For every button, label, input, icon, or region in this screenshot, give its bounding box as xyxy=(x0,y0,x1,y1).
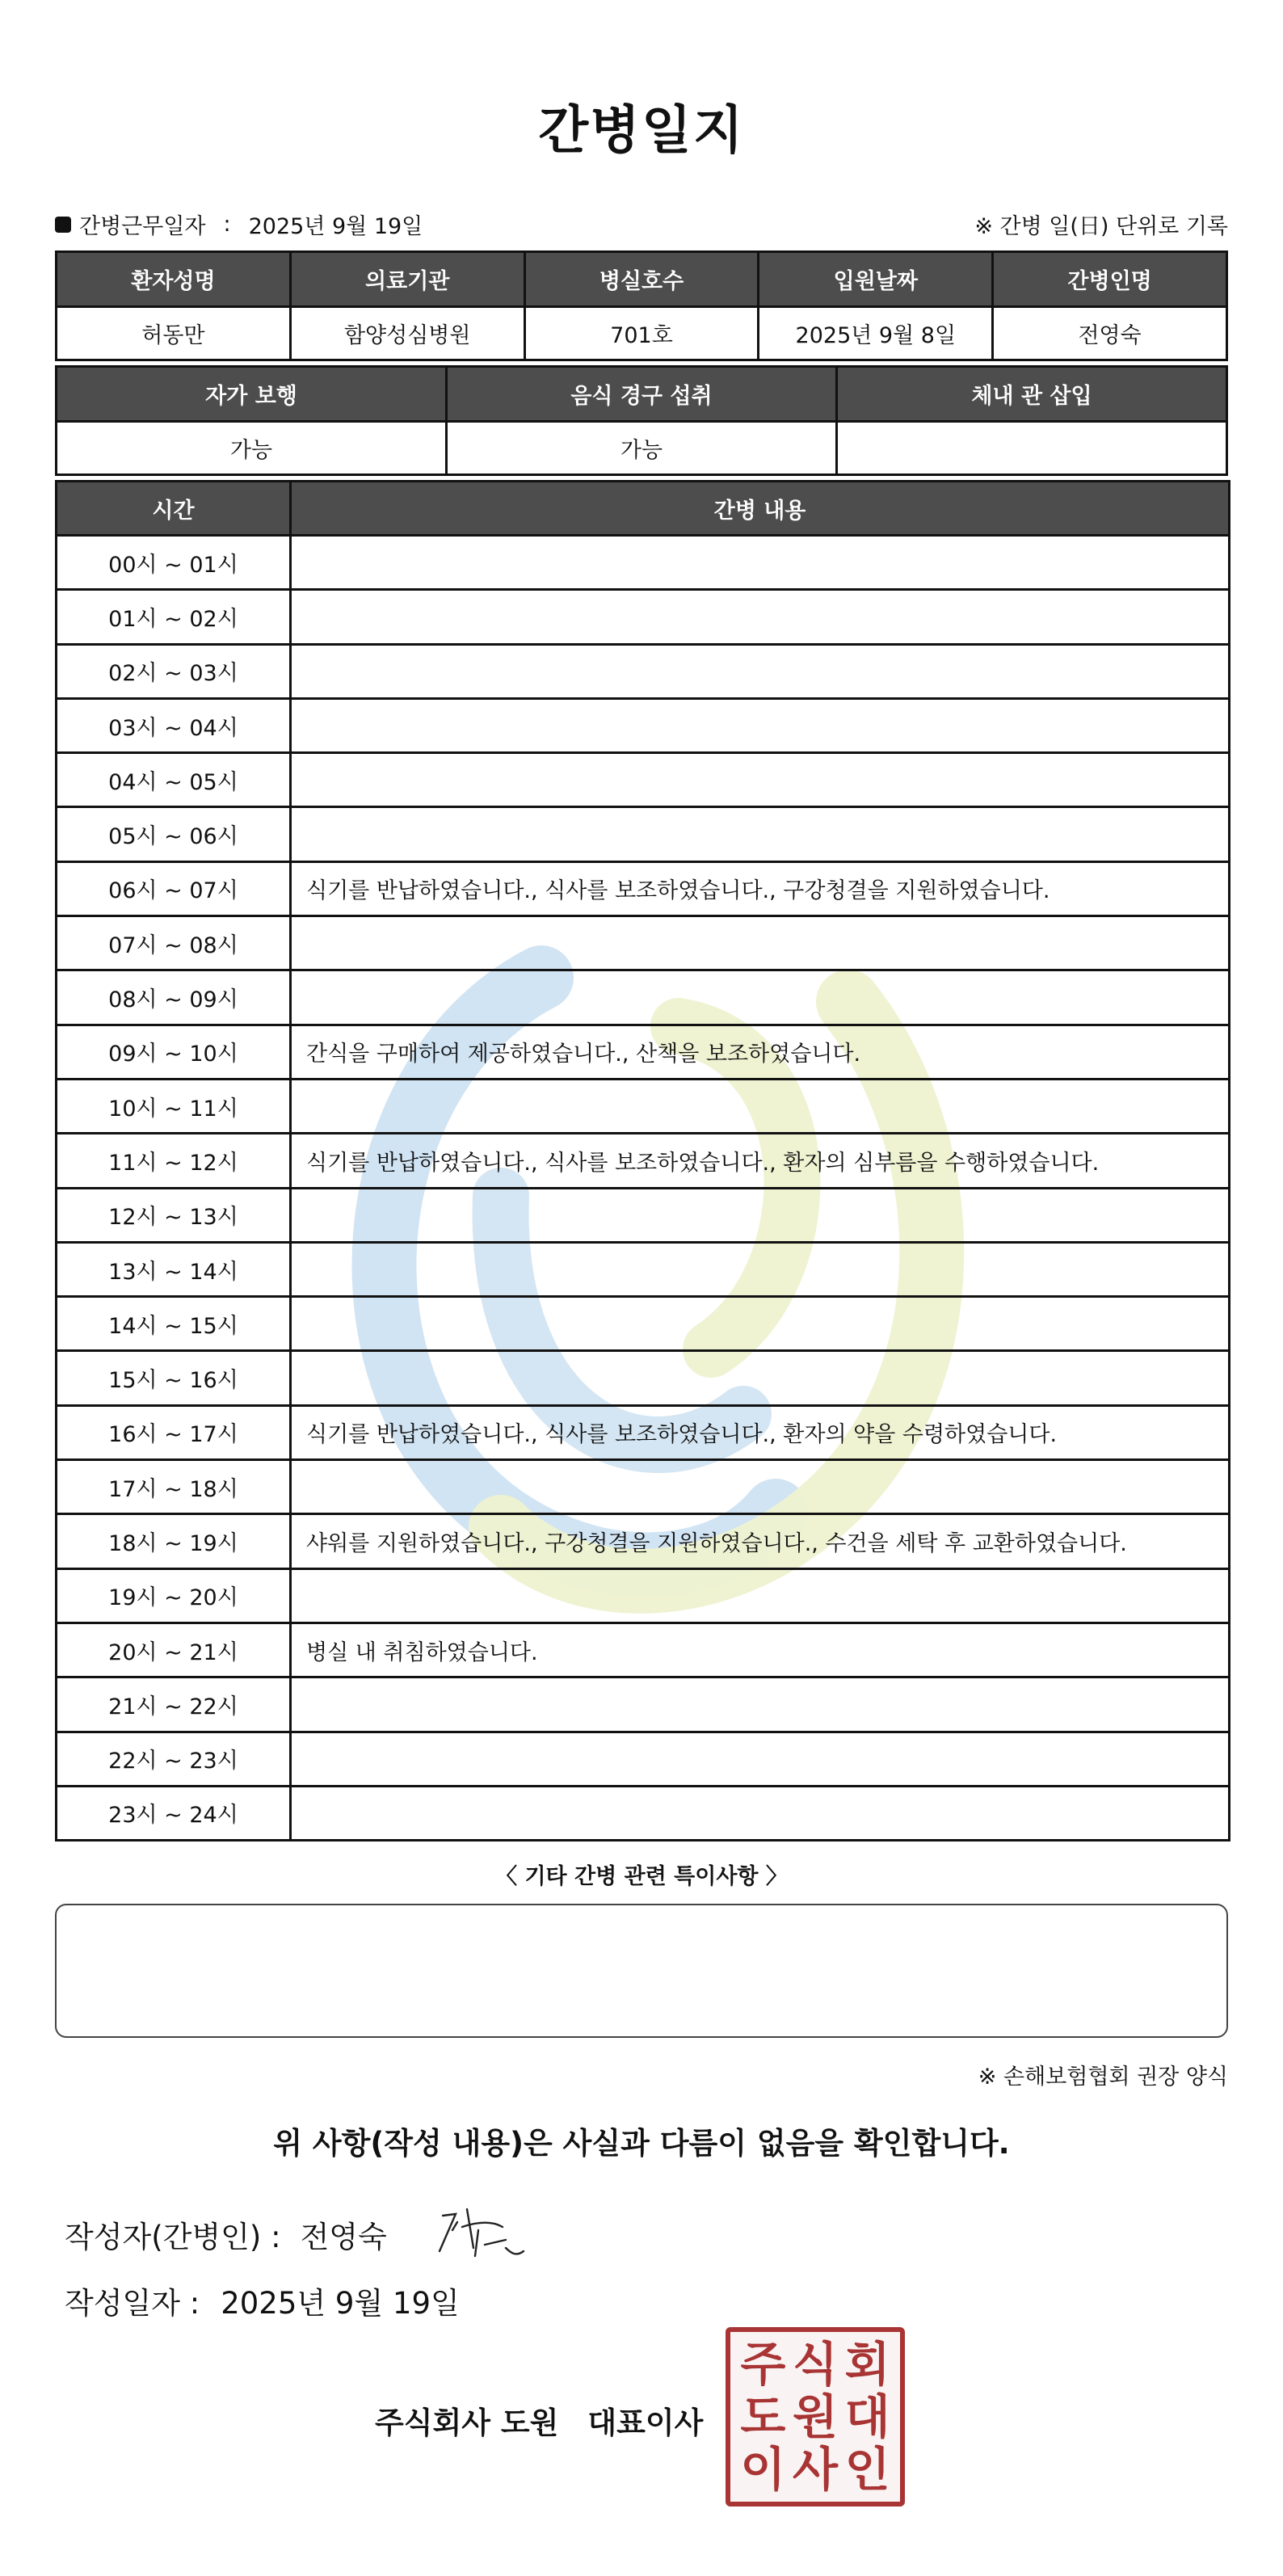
table-row xyxy=(57,1677,1230,1732)
work-date-label: 간병근무일자 xyxy=(79,214,206,239)
table-row xyxy=(57,807,1230,861)
table-row xyxy=(57,753,1230,807)
care-content xyxy=(291,1351,1230,1405)
time-slot: 13시 ~ 14시 xyxy=(57,1242,291,1296)
table-row xyxy=(57,861,1230,915)
page-title: 간병일지 xyxy=(538,101,745,161)
patient-name: 허동만 xyxy=(57,307,291,360)
notes-title: 〈 기타 간병 관련 특이사항 〉 xyxy=(495,1864,788,1889)
table-row xyxy=(57,1242,1230,1296)
header-admission-date: 입원날짜 xyxy=(759,252,993,307)
work-date xyxy=(55,208,423,240)
writer-label: 작성자(간병인) : xyxy=(65,2220,281,2254)
header-caregiver-name: 간병인명 xyxy=(993,252,1227,307)
admission-date: 2025년 9월 8일 xyxy=(759,307,993,360)
care-content xyxy=(291,916,1230,970)
table-row xyxy=(57,1786,1230,1840)
table-row xyxy=(57,1351,1230,1405)
care-content xyxy=(291,698,1230,752)
care-content xyxy=(291,970,1230,1025)
care-content xyxy=(291,1568,1230,1623)
time-slot: 18시 ~ 19시 xyxy=(57,1514,291,1568)
care-content: 병실 내 취침하였습니다. xyxy=(291,1623,1230,1677)
time-slot: 08시 ~ 09시 xyxy=(57,970,291,1025)
company-seal-stamp xyxy=(726,2327,905,2507)
time-slot: 14시 ~ 15시 xyxy=(57,1297,291,1351)
table-row xyxy=(57,1568,1230,1623)
seal-character: 주 xyxy=(740,2337,786,2393)
written-date-line xyxy=(65,2279,460,2322)
patient-info-table xyxy=(55,250,1228,361)
oral-intake-value: 가능 xyxy=(447,422,837,475)
care-content xyxy=(291,1297,1230,1351)
seal-character: 원 xyxy=(792,2389,838,2444)
care-content xyxy=(291,1677,1230,1732)
time-slot: 15시 ~ 16시 xyxy=(57,1351,291,1405)
header-tube-insertion: 체내 관 삽입 xyxy=(837,367,1227,422)
table-row xyxy=(57,1188,1230,1242)
time-slot: 21시 ~ 22시 xyxy=(57,1677,291,1732)
unit-note: ※ 간병 일(日) 단위로 기록 xyxy=(974,214,1228,239)
care-content: 식기를 반납하였습니다., 식사를 보조하였습니다., 환자의 약을 수령하였습니다. xyxy=(291,1405,1230,1459)
signature xyxy=(428,2198,533,2262)
care-log-table xyxy=(55,480,1230,1842)
time-slot: 07시 ~ 08시 xyxy=(57,916,291,970)
work-date-value: 2025년 9월 19일 xyxy=(248,214,423,239)
header-room-number: 병실호수 xyxy=(524,252,759,307)
care-content xyxy=(291,1732,1230,1786)
header-oral-intake: 음식 경구 섭취 xyxy=(447,367,837,422)
tube-insertion-value xyxy=(837,422,1227,475)
care-content xyxy=(291,1242,1230,1296)
time-slot: 09시 ~ 10시 xyxy=(57,1025,291,1079)
caregiver-name: 전영숙 xyxy=(993,307,1227,360)
header-hospital: 의료기관 xyxy=(290,252,524,307)
care-content xyxy=(291,753,1230,807)
time-slot: 04시 ~ 05시 xyxy=(57,753,291,807)
time-slot: 06시 ~ 07시 xyxy=(57,861,291,915)
table-row xyxy=(57,1297,1230,1351)
table-row xyxy=(57,1405,1230,1459)
company-line xyxy=(375,2398,703,2442)
time-slot: 19시 ~ 20시 xyxy=(57,1568,291,1623)
patient-status-table xyxy=(55,365,1228,476)
time-slot: 22시 ~ 23시 xyxy=(57,1732,291,1786)
bullet-square-icon xyxy=(55,217,71,233)
time-slot: 02시 ~ 03시 xyxy=(57,644,291,698)
seal-character: 식 xyxy=(792,2337,838,2393)
table-row xyxy=(57,1514,1230,1568)
care-content xyxy=(291,590,1230,644)
time-slot: 05시 ~ 06시 xyxy=(57,807,291,861)
time-slot: 11시 ~ 12시 xyxy=(57,1134,291,1188)
time-slot: 00시 ~ 01시 xyxy=(57,536,291,590)
header-care-content: 간병 내용 xyxy=(291,482,1230,536)
table-row xyxy=(57,916,1230,970)
table-row xyxy=(57,1079,1230,1133)
seal-character: 사 xyxy=(792,2441,838,2497)
table-row xyxy=(57,698,1230,752)
confirmation-statement: 위 사항(작성 내용)은 사실과 다름이 없음을 확인합니다. xyxy=(273,2126,1010,2161)
care-content xyxy=(291,807,1230,861)
time-slot: 23시 ~ 24시 xyxy=(57,1786,291,1840)
table-row xyxy=(57,536,1230,590)
care-content: 샤워를 지원하였습니다., 구강청결을 지원하였습니다., 수건을 세탁 후 교환하였습니다. xyxy=(291,1514,1230,1568)
written-date-value: 2025년 9월 19일 xyxy=(221,2286,460,2321)
seal-character: 도 xyxy=(740,2389,786,2444)
time-slot: 10시 ~ 11시 xyxy=(57,1079,291,1133)
table-row xyxy=(57,1732,1230,1786)
seal-character: 회 xyxy=(844,2337,890,2393)
written-date-label: 작성일자 : xyxy=(65,2286,200,2321)
table-row xyxy=(57,1623,1230,1677)
header-self-walking: 자가 보행 xyxy=(57,367,447,422)
care-content: 간식을 구매하여 제공하였습니다., 산책을 보조하였습니다. xyxy=(291,1025,1230,1079)
seal-character: 대 xyxy=(844,2389,890,2444)
care-content: 식기를 반납하였습니다., 식사를 보조하였습니다., 구강청결을 지원하였습니다. xyxy=(291,861,1230,915)
care-content xyxy=(291,1460,1230,1514)
writer-line xyxy=(65,2212,387,2256)
time-slot: 01시 ~ 02시 xyxy=(57,590,291,644)
table-row xyxy=(57,1460,1230,1514)
work-date-colon: : xyxy=(223,212,231,237)
seal-character: 인 xyxy=(844,2441,890,2497)
time-slot: 20시 ~ 21시 xyxy=(57,1623,291,1677)
time-slot: 03시 ~ 04시 xyxy=(57,698,291,752)
care-content xyxy=(291,536,1230,590)
room-number: 701호 xyxy=(524,307,759,360)
table-row xyxy=(57,590,1230,644)
table-row xyxy=(57,970,1230,1025)
company-representative: 대표이사 xyxy=(587,2406,704,2440)
care-content: 식기를 반납하였습니다., 식사를 보조하였습니다., 환자의 심부름을 수행하였습니다. xyxy=(291,1134,1230,1188)
time-slot: 17시 ~ 18시 xyxy=(57,1460,291,1514)
form-note: ※ 손해보험협회 권장 양식 xyxy=(978,2065,1228,2090)
care-content xyxy=(291,1079,1230,1133)
time-slot: 12시 ~ 13시 xyxy=(57,1188,291,1242)
care-content xyxy=(291,1786,1230,1840)
table-row xyxy=(57,1025,1230,1079)
seal-character: 이 xyxy=(740,2441,786,2497)
header-time: 시간 xyxy=(57,482,291,536)
care-content xyxy=(291,644,1230,698)
table-row xyxy=(57,1134,1230,1188)
time-slot: 16시 ~ 17시 xyxy=(57,1405,291,1459)
hospital-name: 함양성심병원 xyxy=(290,307,524,360)
table-row xyxy=(57,644,1230,698)
writer-name: 전영숙 xyxy=(300,2220,387,2254)
company-name: 주식회사 도원 xyxy=(375,2406,559,2440)
self-walking-value: 가능 xyxy=(57,422,447,475)
header-patient-name: 환자성명 xyxy=(57,252,291,307)
care-content xyxy=(291,1188,1230,1242)
notes-box xyxy=(55,1904,1228,2038)
